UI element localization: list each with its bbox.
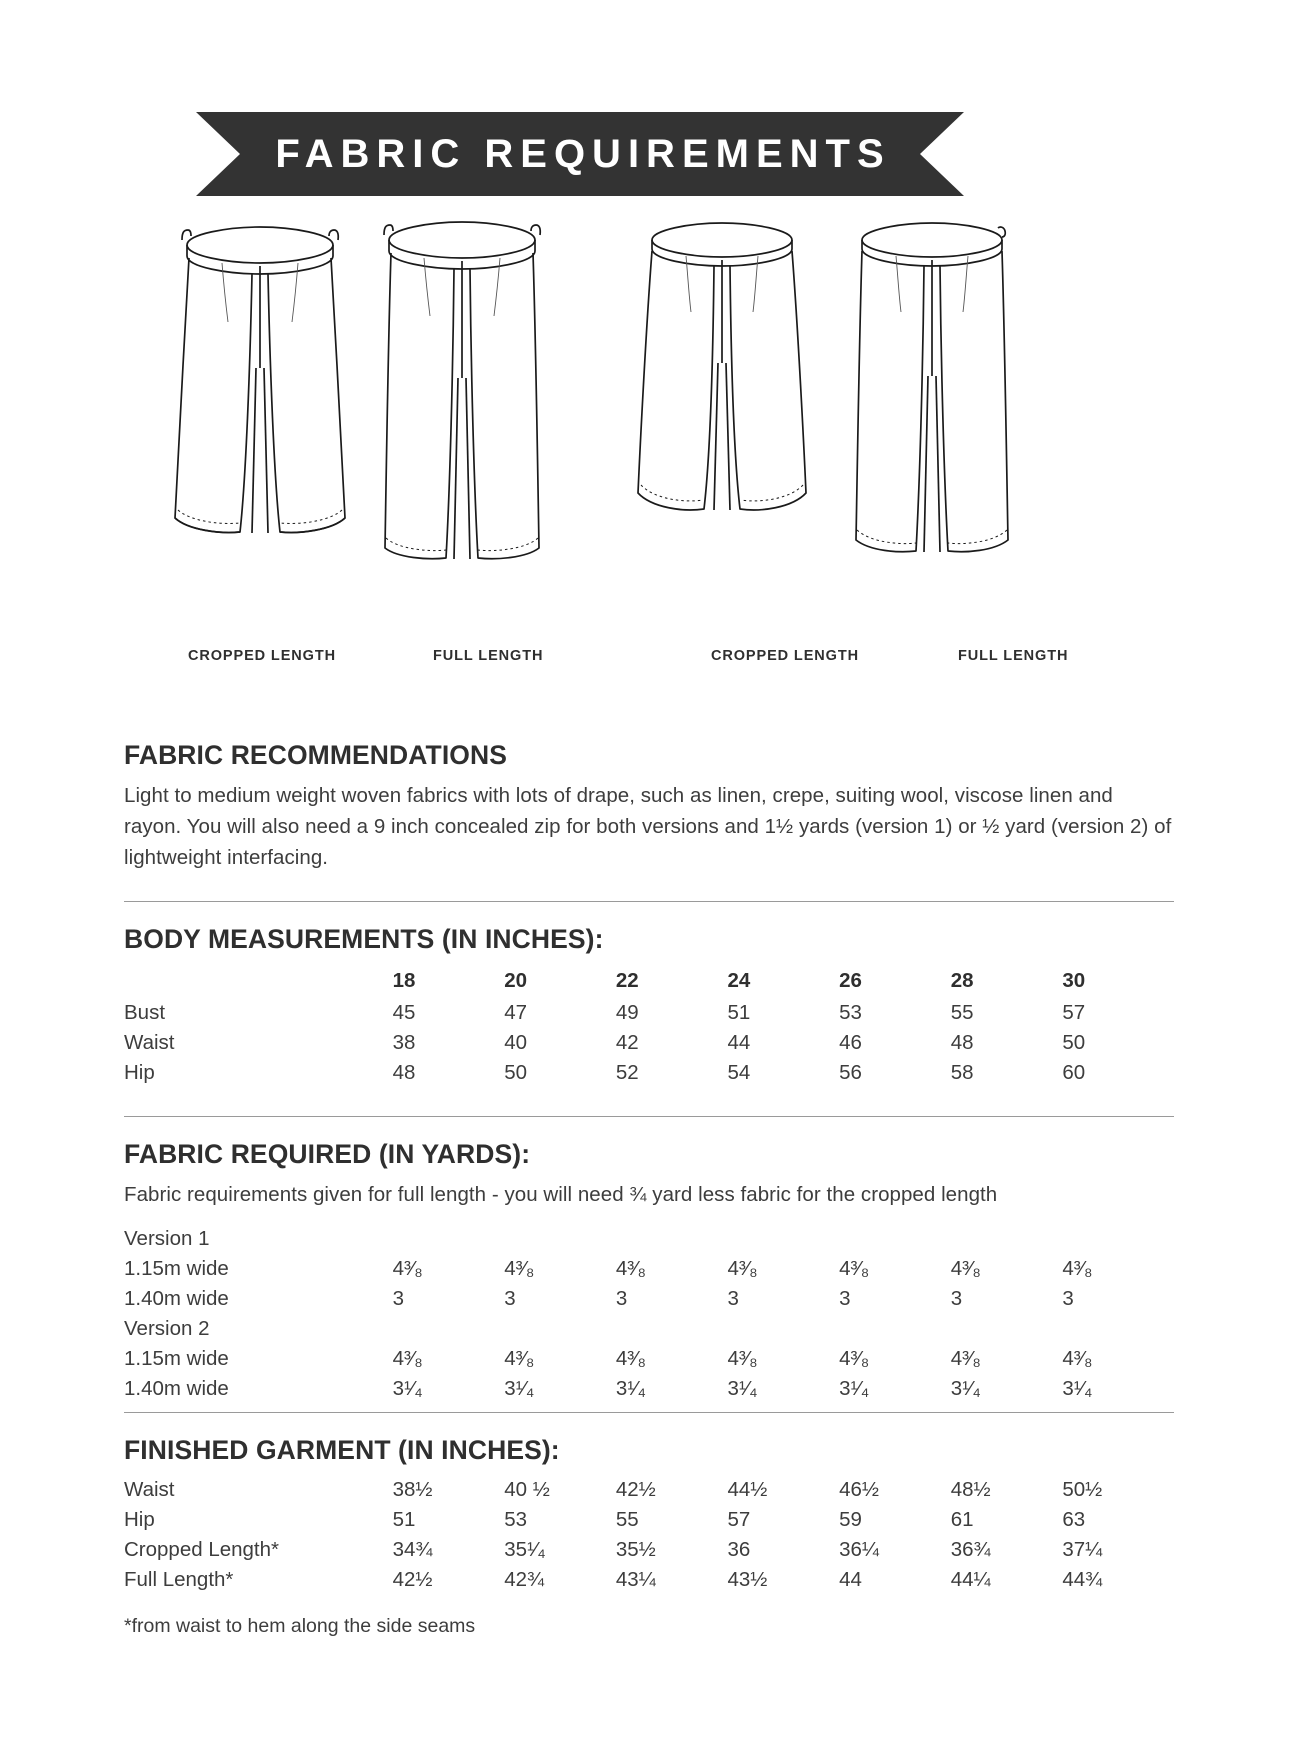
cell: 47 bbox=[504, 1001, 528, 1024]
cell: 4³⁄₈ bbox=[504, 1257, 535, 1280]
body-measurements-heading: BODY MEASUREMENTS (IN INCHES): bbox=[124, 924, 604, 954]
cell: 55 bbox=[615, 1508, 639, 1531]
caption-v2-cropped: CROPPED LENGTH bbox=[711, 648, 859, 664]
cell: 36¾ bbox=[950, 1538, 991, 1561]
cell: 35¹⁄₄ bbox=[504, 1538, 546, 1561]
cell: 3 bbox=[504, 1287, 516, 1310]
cell: 34¾ bbox=[392, 1538, 433, 1561]
fabric-required-note: Fabric requirements given for full length - you will need ¾ yard less fabric for the cropped length bbox=[124, 1183, 998, 1206]
cell: 49 bbox=[615, 1001, 639, 1024]
cell: 46½ bbox=[839, 1478, 879, 1501]
size-header: 22 bbox=[615, 969, 639, 992]
table-row bbox=[124, 1058, 1174, 1088]
cell: 3¹⁄₄ bbox=[1062, 1377, 1093, 1400]
cell: 56 bbox=[839, 1061, 862, 1084]
cell: 4³⁄₈ bbox=[950, 1257, 981, 1280]
cell: 55 bbox=[950, 1001, 974, 1024]
cell: 37¼ bbox=[1062, 1538, 1103, 1561]
cell: 36¼ bbox=[839, 1538, 879, 1561]
table-row bbox=[124, 1028, 1174, 1058]
illustration-v2-full bbox=[842, 218, 1022, 568]
cell: 4³⁄₈ bbox=[1062, 1257, 1093, 1280]
row-label: 1.40m wide bbox=[124, 1377, 229, 1400]
finished-garment-heading: FINISHED GARMENT (IN INCHES): bbox=[124, 1435, 560, 1465]
row-label: 1.15m wide bbox=[124, 1257, 229, 1280]
cell: 4³⁄₈ bbox=[615, 1257, 646, 1280]
table-row bbox=[124, 1374, 1174, 1404]
table-row bbox=[124, 1344, 1174, 1374]
cell: 50½ bbox=[1062, 1478, 1103, 1501]
cell: 42½ bbox=[392, 1568, 433, 1591]
illustration-v2-cropped bbox=[632, 218, 812, 528]
cell: 59 bbox=[839, 1508, 862, 1531]
cell: 46 bbox=[839, 1031, 862, 1054]
version-label: Version 2 bbox=[124, 1317, 210, 1340]
cell: 3¹⁄₄ bbox=[615, 1377, 646, 1400]
garment-illustrations bbox=[0, 218, 1298, 628]
size-header: 26 bbox=[839, 969, 862, 992]
cell: 38½ bbox=[392, 1478, 433, 1501]
cell: 3¹⁄₄ bbox=[504, 1377, 535, 1400]
cell: 3 bbox=[839, 1287, 851, 1310]
cell: 50 bbox=[504, 1061, 528, 1084]
version-label: Version 1 bbox=[124, 1227, 210, 1250]
row-label: Full Length* bbox=[124, 1568, 234, 1591]
cell: 57 bbox=[727, 1508, 751, 1531]
cell: 43½ bbox=[727, 1568, 768, 1591]
size-header: 24 bbox=[727, 969, 751, 992]
cell: 63 bbox=[1062, 1508, 1086, 1531]
fabric-required-table bbox=[124, 1224, 1174, 1404]
fabric-recommendations-heading: FABRIC RECOMMENDATIONS bbox=[124, 740, 508, 770]
cell: 42 bbox=[615, 1031, 639, 1054]
trouser-flat-drawing bbox=[842, 218, 1022, 568]
fabric-required-heading: FABRIC REQUIRED (IN YARDS): bbox=[124, 1139, 531, 1169]
row-label: Waist bbox=[124, 1478, 175, 1501]
table-row bbox=[124, 1535, 1174, 1565]
cell: 4³⁄₈ bbox=[1062, 1347, 1093, 1370]
cell: 4³⁄₈ bbox=[392, 1347, 423, 1370]
cell: 4³⁄₈ bbox=[950, 1347, 981, 1370]
caption-v2-full: FULL LENGTH bbox=[958, 648, 1069, 664]
cell: 38 bbox=[392, 1031, 416, 1054]
cell: 44 bbox=[727, 1031, 751, 1054]
cell: 51 bbox=[727, 1001, 751, 1024]
cell: 48 bbox=[950, 1031, 974, 1054]
trouser-flat-drawing bbox=[632, 218, 812, 528]
cell: 4³⁄₈ bbox=[727, 1347, 758, 1370]
cell: 48 bbox=[392, 1061, 416, 1084]
cell: 3 bbox=[727, 1287, 739, 1310]
cell: 61 bbox=[950, 1508, 974, 1531]
cell: 4³⁄₈ bbox=[504, 1347, 535, 1370]
cell: 3¹⁄₄ bbox=[727, 1377, 758, 1400]
cell: 44½ bbox=[727, 1478, 768, 1501]
cell: 52 bbox=[615, 1061, 639, 1084]
cell: 54 bbox=[727, 1061, 751, 1084]
cell: 40 bbox=[504, 1031, 528, 1054]
row-label: Cropped Length* bbox=[124, 1538, 280, 1561]
row-label: 1.40m wide bbox=[124, 1287, 229, 1310]
cell: 53 bbox=[504, 1508, 528, 1531]
illustration-captions bbox=[0, 648, 1298, 672]
cell: 42½ bbox=[615, 1478, 656, 1501]
cell: 3¹⁄₄ bbox=[392, 1377, 423, 1400]
size-header: 30 bbox=[1062, 969, 1086, 992]
table-row bbox=[124, 1475, 1174, 1505]
table-row bbox=[124, 1505, 1174, 1535]
row-label: Waist bbox=[124, 1031, 175, 1054]
cell: 3¹⁄₄ bbox=[839, 1377, 870, 1400]
row-label-header bbox=[124, 964, 393, 998]
row-label: Hip bbox=[124, 1061, 155, 1084]
cell: 44¼ bbox=[950, 1568, 991, 1591]
cell: 53 bbox=[839, 1001, 862, 1024]
illustration-v1-full bbox=[372, 218, 552, 578]
table-header-row bbox=[124, 964, 1174, 998]
cell: 4³⁄₈ bbox=[727, 1257, 758, 1280]
cell: 4³⁄₈ bbox=[615, 1347, 646, 1370]
footnote: *from waist to hem along the side seams bbox=[124, 1615, 476, 1637]
cell: 42¾ bbox=[504, 1568, 545, 1591]
table-row bbox=[124, 998, 1174, 1028]
finished-garment-table bbox=[124, 1475, 1174, 1595]
cell: 36 bbox=[727, 1538, 751, 1561]
cell: 35½ bbox=[615, 1538, 656, 1561]
caption-v1-full: FULL LENGTH bbox=[433, 648, 544, 664]
cell: 48½ bbox=[950, 1478, 991, 1501]
cell: 44¾ bbox=[1062, 1568, 1103, 1591]
trouser-flat-drawing bbox=[170, 218, 350, 558]
table-row bbox=[124, 1284, 1174, 1314]
illustration-v1-cropped bbox=[170, 218, 350, 558]
cell: 58 bbox=[950, 1061, 974, 1084]
body-measurements-table bbox=[124, 964, 1174, 1088]
size-header: 28 bbox=[950, 969, 974, 992]
cell: 3 bbox=[1062, 1287, 1074, 1310]
cell: 40 ½ bbox=[504, 1478, 550, 1501]
cell: 3 bbox=[950, 1287, 963, 1310]
cell: 57 bbox=[1062, 1001, 1086, 1024]
cell: 4³⁄₈ bbox=[839, 1347, 870, 1370]
cell: 51 bbox=[392, 1508, 416, 1531]
row-label: Hip bbox=[124, 1508, 155, 1531]
cell: 50 bbox=[1062, 1031, 1086, 1054]
caption-v1-cropped: CROPPED LENGTH bbox=[188, 648, 336, 664]
cell: 3 bbox=[392, 1287, 404, 1310]
trouser-flat-drawing bbox=[372, 218, 552, 578]
table-row bbox=[124, 1254, 1174, 1284]
document-content bbox=[124, 740, 1174, 1638]
size-header: 18 bbox=[392, 969, 416, 992]
page-title: FABRIC REQUIREMENTS bbox=[275, 131, 891, 176]
row-label: 1.15m wide bbox=[124, 1347, 229, 1370]
cell: 4³⁄₈ bbox=[392, 1257, 423, 1280]
cell: 43¼ bbox=[615, 1568, 656, 1591]
cell: 60 bbox=[1062, 1061, 1086, 1084]
cell: 3¹⁄₄ bbox=[950, 1377, 981, 1400]
size-header: 20 bbox=[504, 969, 528, 992]
page-banner bbox=[196, 112, 964, 196]
table-group-label-row bbox=[124, 1224, 1174, 1254]
table-group-label-row bbox=[124, 1314, 1174, 1344]
cell: 3 bbox=[615, 1287, 628, 1310]
table-row bbox=[124, 1565, 1174, 1595]
cell: 44 bbox=[839, 1568, 862, 1591]
fabric-recommendations-text: Light to medium weight woven fabrics with lots of drape, such as linen, crepe, suiting wool, viscose linen and rayon. You will also need a 9 inch concealed zip for both versions and 1½ yards (version 1) or ½ yard (version 2) of lightweight interfacing. bbox=[124, 784, 1172, 869]
cell: 4³⁄₈ bbox=[839, 1257, 870, 1280]
row-label: Bust bbox=[124, 1001, 166, 1024]
cell: 45 bbox=[392, 1001, 416, 1024]
